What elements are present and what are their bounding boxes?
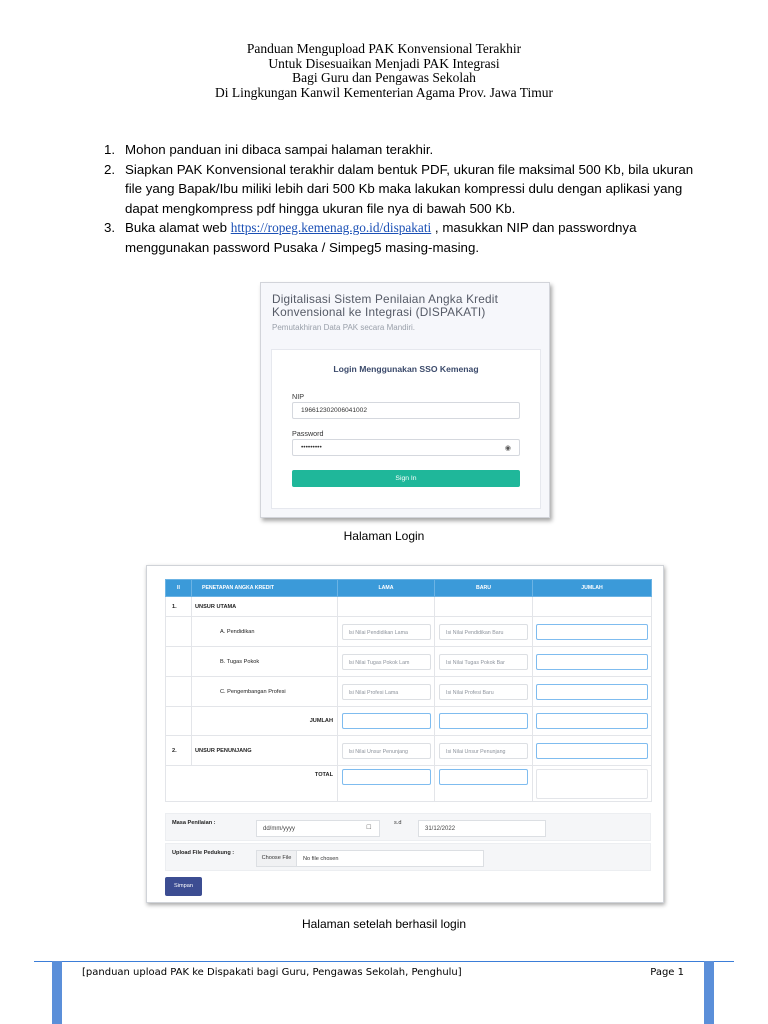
login-app-title: Digitalisasi Sistem Penilaian Angka Kredit Konvensional ke Integrasi (DISPAKATI)	[272, 292, 499, 319]
file-input[interactable]	[256, 850, 484, 867]
form-caption: Halaman setelah berhasil login	[301, 917, 467, 931]
password-value: •••••••••	[301, 444, 322, 451]
footer-bar-right	[704, 961, 714, 1024]
upload-label: Upload File Pedukung :	[172, 850, 235, 856]
title-line-3: Bagi Guru dan Pengawas Sekolah	[292, 70, 476, 85]
pendidikan-jumlah-input[interactable]	[536, 624, 648, 640]
sign-in-button[interactable]: Sign In	[292, 470, 520, 487]
page-number: Page 1	[650, 967, 684, 978]
col-header-baru: BARU	[435, 580, 533, 597]
upload-row	[165, 843, 651, 871]
simpan-button[interactable]: Simpan	[165, 877, 202, 896]
footer-bar-left	[52, 961, 62, 1024]
row-label: UNSUR UTAMA	[192, 597, 338, 617]
no-file-text: No file chosen	[303, 856, 339, 862]
login-caption: Halaman Login	[343, 529, 425, 543]
row-label: C. Pengembangan Profesi	[192, 677, 338, 707]
jumlah-label: JUMLAH	[192, 707, 338, 736]
profesi-jumlah-input[interactable]	[536, 684, 648, 700]
eye-icon[interactable]: ◉	[504, 445, 511, 452]
jumlah-baru-input[interactable]	[439, 713, 528, 729]
col-header-penetapan: PENETAPAN ANGKA KREDIT	[192, 580, 338, 597]
penunjang-lama-input[interactable]: Isi Nilai Unsur Penunjang	[342, 743, 431, 759]
step-text: Mohon panduan ini dibaca sampai halaman terakhir.	[125, 142, 434, 157]
masa-penilaian-row	[165, 813, 651, 841]
profesi-baru-input[interactable]: Isi Nilai Profesi Baru	[439, 684, 528, 700]
password-label: Password	[292, 429, 324, 438]
title-line-4: Di Lingkungan Kanwil Kementerian Agama Prov. Jawa Timur	[214, 84, 554, 100]
col-header-no: II	[166, 580, 192, 597]
sd-label: s.d	[394, 820, 402, 826]
tugas-pokok-lama-input[interactable]: Isi Nilai Tugas Pokok Lam	[342, 654, 431, 670]
step-text: , masukkan NIP dan passwordnya menggunakan password Pusaka / Simpeg5 masing-masing.	[125, 220, 637, 255]
row-no: 2.	[166, 736, 192, 766]
pendidikan-lama-input[interactable]: Isi Nilai Pendidikan Lama	[342, 624, 431, 640]
row-label: UNSUR PENUNJANG	[192, 736, 338, 766]
jumlah-total-input[interactable]	[536, 713, 648, 729]
col-header-jumlah: JUMLAH	[533, 580, 652, 597]
password-input[interactable]	[292, 439, 520, 456]
profesi-lama-input[interactable]: Isi Nilai Profesi Lama	[342, 684, 431, 700]
row-label: A. Pendidikan	[192, 617, 338, 647]
total-baru-input[interactable]	[439, 769, 528, 785]
form-screenshot	[146, 565, 664, 903]
step-text: Siapkan PAK Konvensional terakhir dalam bentuk PDF, ukuran file maksimal 500 Kb, bila ukuran file yang Bapak/Ibu miliki lebih dari 500 Kb maka lakukan kompressi dulu dengan aplikasi yang dapat mengkompress pdf hingga ukuran file nya di bawah 500 Kb.	[125, 161, 694, 216]
login-subtitle: Pemutakhiran Data PAK secara Mandiri.	[272, 323, 416, 332]
step-2	[104, 160, 704, 219]
total-label: TOTAL	[166, 766, 338, 802]
instruction-list	[104, 140, 704, 257]
login-card-title: Login Menggunakan SSO Kemenag	[333, 364, 479, 374]
dispakati-link[interactable]: https://ropeg.kemenag.go.id/dispakati	[230, 220, 432, 235]
pendidikan-baru-input[interactable]: Isi Nilai Pendidikan Baru	[439, 624, 528, 640]
footer-text: [panduan upload PAK ke Dispakati bagi Guru, Pengawas Sekolah, Penghulu]	[82, 967, 462, 978]
step-number: 1.	[104, 142, 116, 157]
date-from-input[interactable]: dd/mm/yyyy □	[256, 820, 380, 837]
calendar-icon[interactable]: □	[366, 824, 371, 831]
login-screenshot	[260, 282, 550, 518]
nip-input[interactable]: 196612302006041002	[292, 402, 520, 419]
step-number: 3.	[104, 220, 116, 235]
footer-divider	[34, 961, 734, 962]
step-3	[104, 218, 704, 257]
date-to-input[interactable]: 31/12/2022	[418, 820, 546, 837]
row-no: 1.	[166, 597, 192, 617]
row-label: B. Tugas Pokok	[192, 647, 338, 677]
penunjang-jumlah-input[interactable]	[536, 743, 648, 759]
total-lama-input[interactable]	[342, 769, 431, 785]
step-number: 2.	[104, 161, 116, 177]
jumlah-lama-input[interactable]	[342, 713, 431, 729]
credit-table	[165, 579, 652, 802]
masa-penilaian-label: Masa Penilaian :	[172, 820, 216, 826]
login-card	[271, 349, 541, 509]
tugas-pokok-jumlah-input[interactable]	[536, 654, 648, 670]
step-text: Buka alamat web	[125, 220, 231, 235]
penunjang-baru-input[interactable]: Isi Nilai Unsur Penunjang	[439, 743, 528, 759]
title-line-1: Panduan Mengupload PAK Konvensional Terakhir	[246, 41, 522, 56]
choose-file-button[interactable]: Choose File	[257, 851, 297, 866]
total-jumlah-field	[536, 769, 648, 799]
tugas-pokok-baru-input[interactable]: Isi Nilai Tugas Pokok Bar	[439, 654, 528, 670]
col-header-lama: LAMA	[338, 580, 435, 597]
nip-label: NIP	[292, 392, 304, 401]
title-line-2: Untuk Disesuaikan Menjadi PAK Integrasi	[268, 55, 500, 71]
step-1	[104, 140, 704, 160]
document-title	[0, 42, 768, 100]
